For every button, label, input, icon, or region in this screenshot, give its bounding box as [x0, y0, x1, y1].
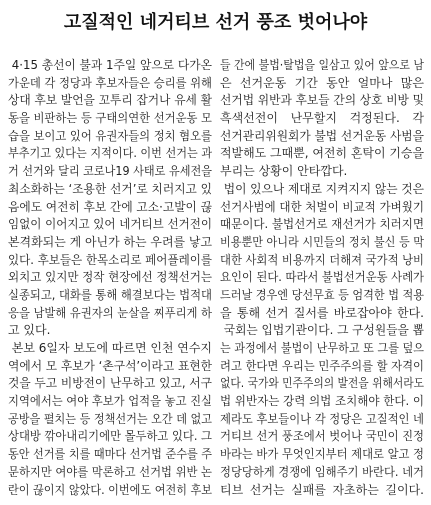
article-line: [220, 269, 424, 287]
article-line-text: 상대방 깎아내리기에만 몰두하고 있다. 그: [8, 429, 212, 444]
article-line: [220, 375, 424, 393]
article-line-text: 본보 6일자 보도에 따르면 인천 연수지: [8, 341, 212, 355]
article-line: [220, 128, 424, 146]
article-line-text: 대한 사회적 비용까지 더해져 국가적 낭비: [220, 252, 424, 267]
article-line: [220, 252, 424, 270]
article-line-text: 드러날 경우엔 당선무효 등 엄격한 법 적용: [220, 287, 424, 302]
article-line: [220, 358, 424, 376]
article-line-text: 최소화하는 ‘조용한 선거’로 치러지고 있: [8, 181, 212, 196]
article-line: [8, 446, 212, 464]
article-column-left: [8, 57, 212, 499]
article-line-text: 공방을 펼치는 등 정책선거는 오간 데 없고: [8, 411, 212, 426]
article-line-text: 음에도 여전히 후보 간에 고소·고발이 끊: [8, 199, 212, 214]
article-line-text: 는 과정에서 불법이 난무하고 또 그를 덮으: [220, 341, 424, 355]
article-line-text: 적발해도 그때뿐, 여전히 혼탁이 기승을: [220, 146, 424, 161]
article-line-text: 국회는 입법기관이다. 그 구성원들을 뽑: [220, 323, 424, 338]
article-line-text: 없다. 국가와 민주주의의 발전을 위해서라도: [220, 376, 424, 391]
article-column-right: [220, 57, 424, 499]
article-line: [220, 145, 424, 163]
article-line: [220, 428, 424, 446]
article-line-text: 들 간에 불법·탈법을 일삼고 있어 앞으로 남: [220, 58, 424, 72]
article-line: [8, 464, 212, 482]
article-line-text: 부리는 상황이 안타깝다.: [220, 164, 348, 179]
article-line-text: 고 있다.: [8, 323, 51, 338]
article-line-text: 선거법 위반과 후보들 간의 상호 비방 및: [220, 93, 424, 108]
article-line-text: 동안 선거를 치를 때마다 선거법 준수를 주: [8, 447, 212, 462]
article-line: [8, 145, 212, 163]
article-line-text: 때문이다. 불법선거로 재선거가 치러지면: [220, 217, 424, 232]
article-line: [220, 340, 424, 358]
article-line-text: 응을 남발해 유권자의 눈살을 찌푸리게 하: [8, 305, 212, 320]
article-line-text: 문하지만 여야를 막론하고 선거법 위반 논: [8, 464, 212, 479]
article-line-text: 법이 있으나 제대로 지켜지지 않는 것은: [220, 181, 424, 196]
article-line: [8, 269, 212, 287]
article-line: [8, 92, 212, 110]
article-line: [220, 216, 424, 234]
article-line: [8, 163, 212, 181]
article-line: [220, 75, 424, 93]
article-line-text: 란이 끊이지 않았다. 이번에도 여전히 후보: [8, 482, 212, 497]
article-line-text: 본격화되는 게 아닌가 하는 우려를 낳고: [8, 234, 212, 249]
article-line-text: 거티브 선거 풍조에서 벗어나 국민이 진정: [220, 429, 424, 444]
article-line: [8, 393, 212, 411]
article-line-text: 비용뿐만 아니라 시민들의 정치 불신 등 막: [220, 234, 424, 249]
article-line: [8, 216, 212, 234]
article-line: [8, 234, 212, 252]
article-line-text: 있다. 후보들은 한목소리로 페어플레이를: [8, 252, 212, 267]
article-line: [8, 128, 212, 146]
article-line: [8, 358, 212, 376]
headline-text: 고질적인 네거티브 선거 풍조 벗어나야: [63, 12, 368, 33]
article-line-text: 상대 후보 발언을 꼬투리 잡거나 유세 활: [8, 93, 212, 108]
article-line: [220, 464, 424, 482]
article-line: [220, 322, 424, 340]
article-line: [8, 110, 212, 128]
article-line-text: 을 통해 선거 질서를 바로잡아야 한다.: [220, 305, 424, 320]
article-line: [220, 393, 424, 411]
article-line: [8, 482, 212, 500]
article-line-text: 제라도 후보들이나 각 정당은 고질적인 네: [220, 411, 424, 426]
article-line-text: 습을 보이고 있어 유권자들의 정치 혐오를: [8, 128, 212, 143]
article-line-text: 4·15 총선이 불과 1주일 앞으로 다가온: [8, 58, 212, 72]
article-line-text: 흑색선전이 난무할지 걱정된다. 각: [220, 111, 424, 126]
article-line-text: 가운데 각 정당과 후보자들은 승리를 위해: [8, 75, 212, 90]
article-line-text: 정당당하게 경쟁에 임해주기 바란다. 네거: [220, 464, 424, 479]
article-line-text: 외치고 있지만 정작 현장에선 정책선거는: [8, 270, 212, 285]
article-line: [8, 287, 212, 305]
article-line: [8, 428, 212, 446]
article-line: [220, 199, 424, 217]
article-line-text: 선거사범에 대한 처벌이 비교적 가벼웠기: [220, 199, 424, 214]
article-line: [8, 340, 212, 358]
headline: [8, 8, 423, 38]
article-line: [220, 163, 424, 181]
article-line-text: 거 선거와 달리 코로나19 사태로 유세전을: [8, 164, 212, 179]
article-line: [220, 305, 424, 323]
article-line: [8, 411, 212, 429]
article-line-text: 선거관리위원회가 불법 선거운동 사범을: [220, 128, 424, 143]
article-line: [220, 181, 424, 199]
article-line-text: 바라는 바가 무엇인지부터 제대로 알고 정: [220, 447, 424, 462]
article-line: [220, 57, 424, 75]
article-line: [220, 234, 424, 252]
article-line-text: 동을 비판하는 등 구태의연한 선거운동 모: [8, 111, 212, 126]
article-line-text: 역에서 모 후보가 ‘촌구석’이라고 표현한: [8, 358, 212, 373]
article-line-text: 은 선거운동 기간 동안 얼마나 많은: [220, 75, 424, 90]
article-line: [8, 181, 212, 199]
article-line-text: 실종되고, 대화를 통해 해결보다는 법적대: [8, 287, 212, 302]
article-line: [8, 199, 212, 217]
article-line: [8, 305, 212, 323]
article-line-text: 려고 한다면 우리는 민주주의를 할 자격이: [220, 358, 424, 373]
article-line-text: 지역에서는 여야 후보가 업적을 놓고 진실: [8, 394, 212, 409]
article-line-text: 것을 두고 비방전이 난무하고 있고, 서구: [8, 376, 212, 391]
article-line: [8, 375, 212, 393]
article-line-text: 임없이 이어지고 있어 네거티브 선거전이: [8, 217, 212, 232]
article-line: [8, 57, 212, 75]
article-line-text: 티브 선거는 실패를 자초하는 길이다.: [220, 482, 424, 497]
article-line: [8, 75, 212, 93]
article-line-text: 요인이 된다. 따라서 불법선거운동 사례가: [220, 270, 424, 285]
article-line: [220, 287, 424, 305]
article-line: [220, 110, 424, 128]
article-line: [8, 252, 212, 270]
article-line: [8, 322, 212, 340]
article-line-text: 법 위반자는 강력 의법 조치해야 한다. 이: [220, 394, 424, 409]
article-line-text: 부추기고 있다는 지적이다. 이번 선거는 과: [8, 146, 212, 161]
article-line: [220, 446, 424, 464]
article-line: [220, 411, 424, 429]
article-line: [220, 92, 424, 110]
article-line: [220, 482, 424, 500]
